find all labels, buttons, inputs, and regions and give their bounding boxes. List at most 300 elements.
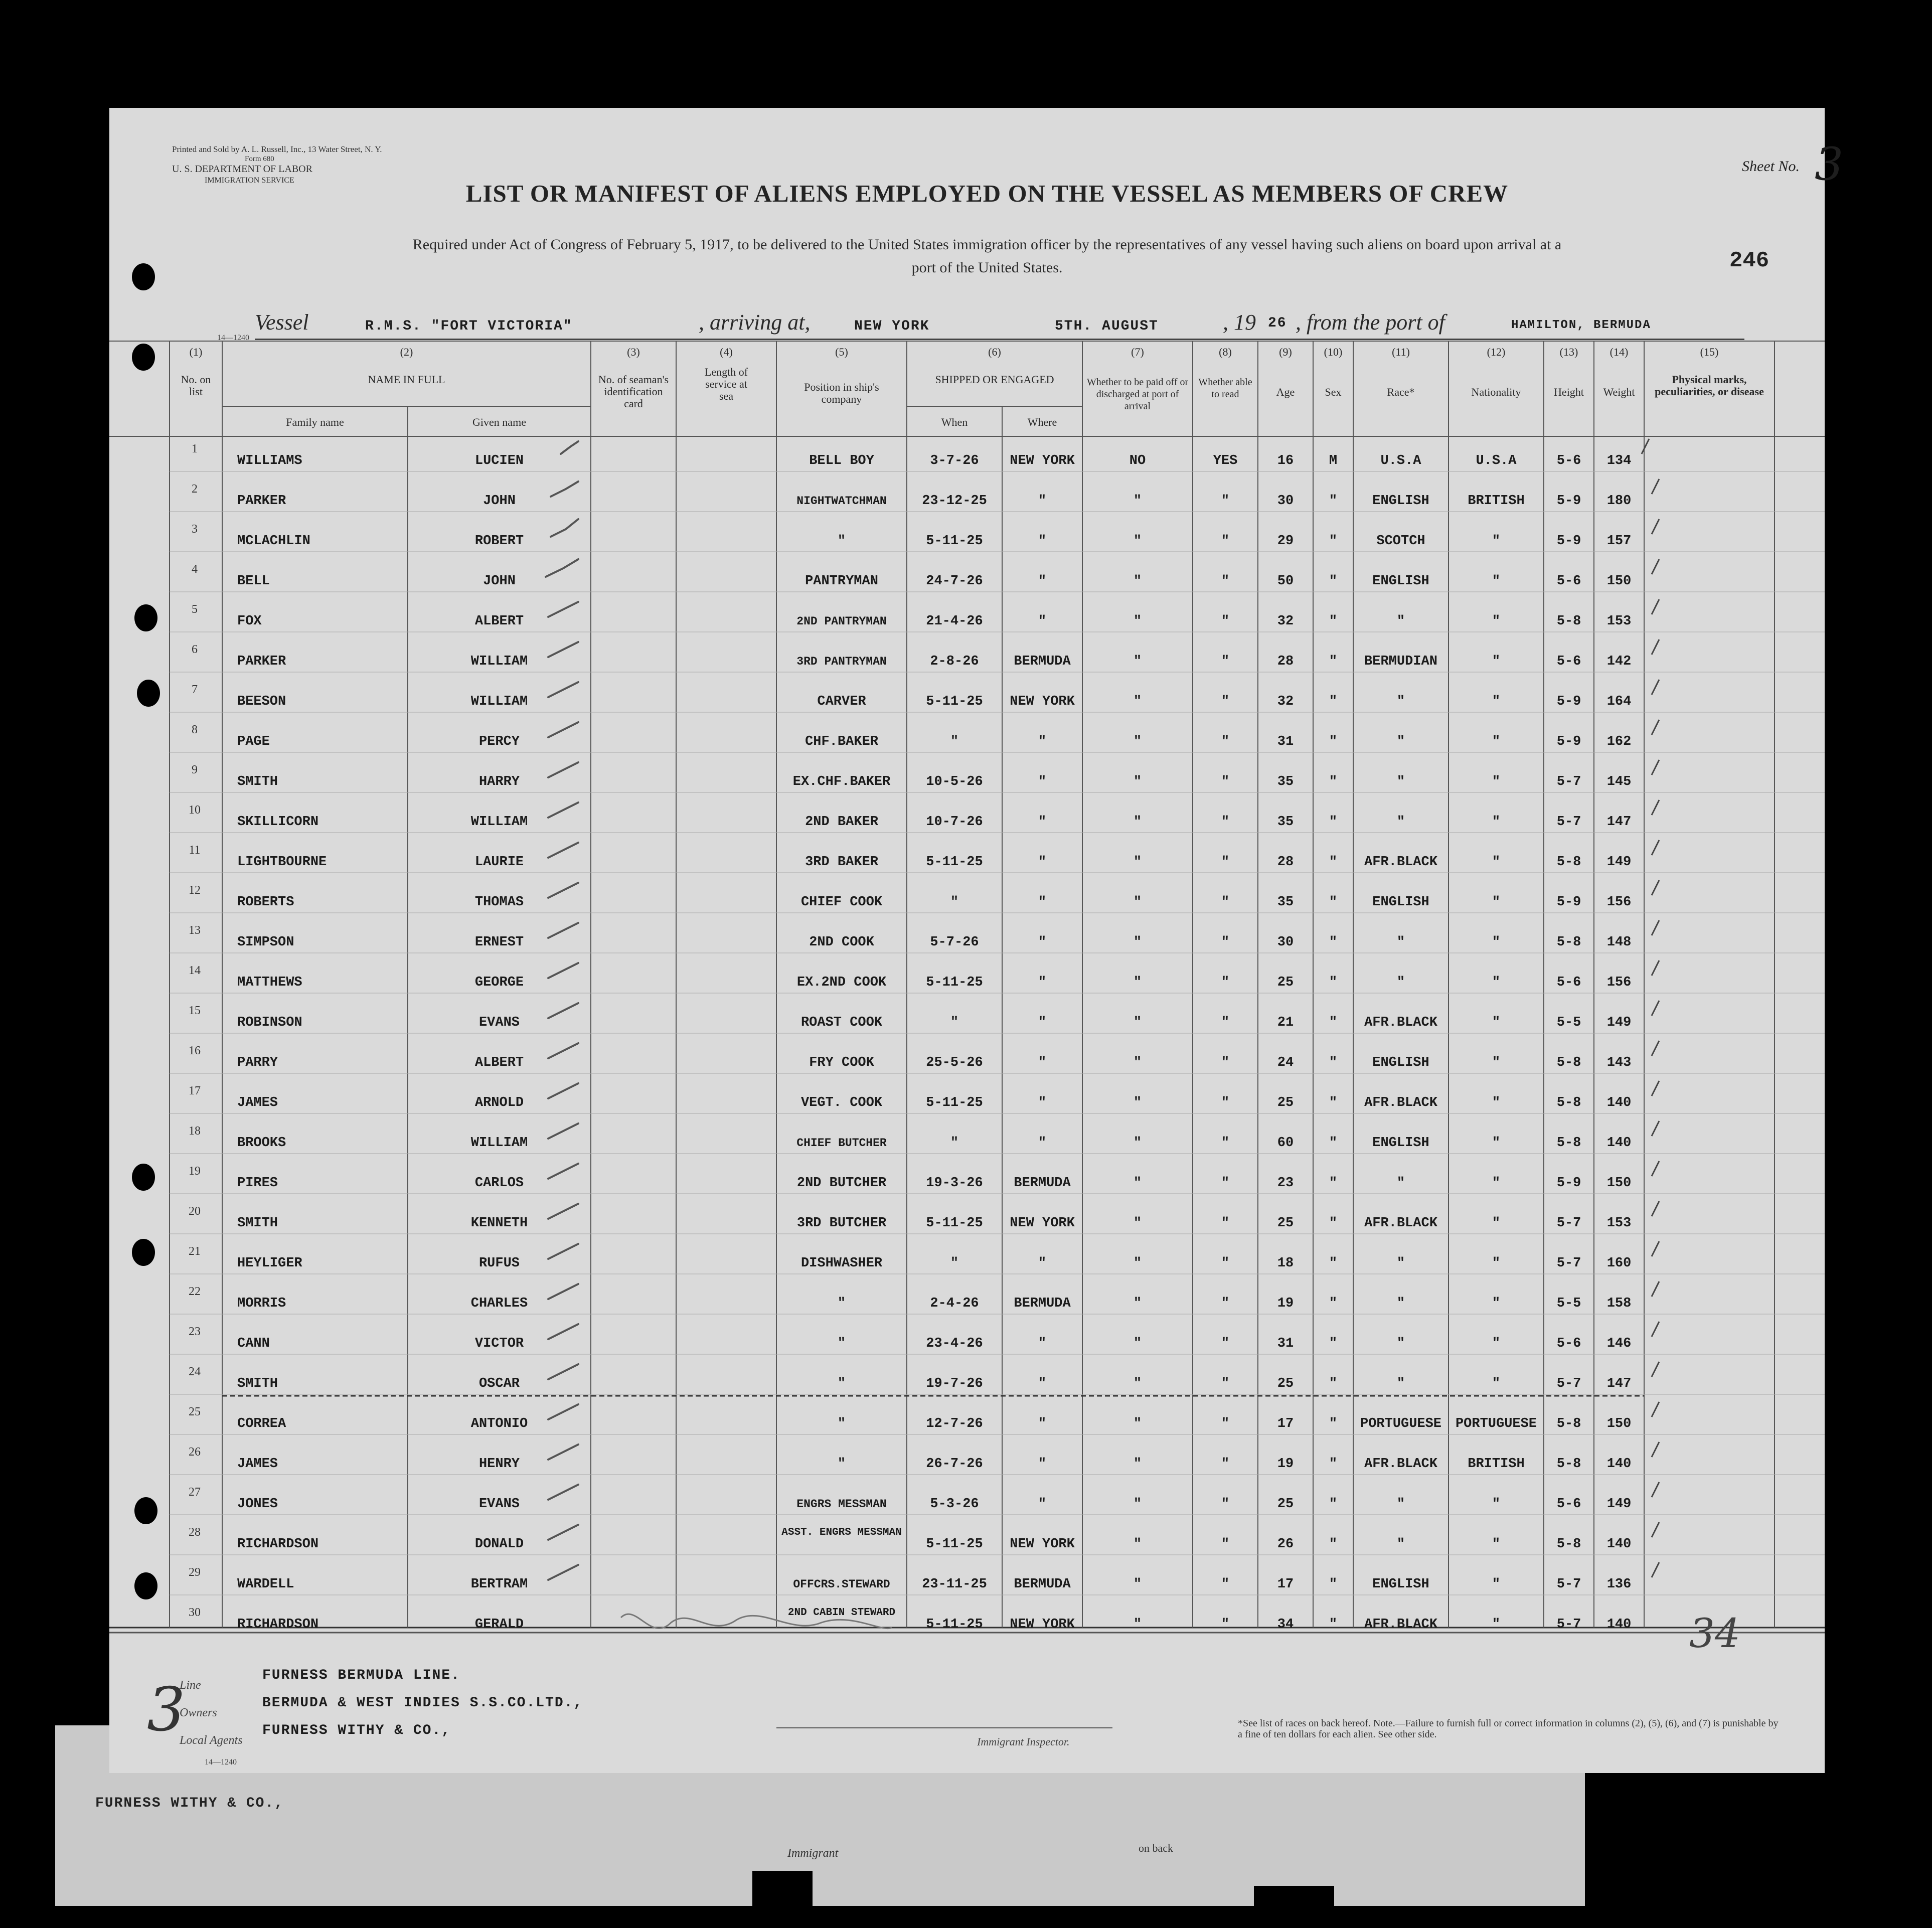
cell-race: U.S.A — [1380, 453, 1421, 468]
cell-sex: " — [1329, 614, 1338, 629]
cell-nationality: " — [1492, 694, 1501, 709]
cell-read: " — [1221, 1577, 1230, 1592]
cell-read: " — [1221, 534, 1230, 549]
col-2-number: (2) — [400, 346, 413, 358]
cell-race: " — [1396, 935, 1405, 950]
cell-given: ROBERT — [474, 534, 524, 549]
cell-nationality: " — [1492, 1176, 1501, 1191]
col-4-header: Length of service at sea — [704, 366, 748, 402]
cell-paid: " — [1133, 534, 1142, 549]
cell-where: " — [1038, 1336, 1047, 1351]
agents-label: Local Agents — [180, 1734, 243, 1747]
manifest-page — [109, 108, 1844, 1773]
cell-age: 34 — [1277, 1617, 1294, 1632]
cell-race: ENGLISH — [1372, 1055, 1429, 1070]
form-number: Form 680 — [245, 155, 274, 163]
cell-paid: " — [1133, 895, 1142, 910]
cell-read: " — [1221, 694, 1230, 709]
cell-given: ERNEST — [474, 935, 524, 950]
cell-race: " — [1396, 694, 1405, 709]
cell-position: 2ND COOK — [809, 935, 874, 950]
cell-family: LIGHTBOURNE — [237, 855, 327, 870]
col-7-number: (7) — [1131, 346, 1144, 358]
cell-race: " — [1396, 1537, 1405, 1552]
row-number: 1 — [192, 442, 198, 455]
cell-age: 17 — [1277, 1577, 1294, 1592]
cell-position: CHIEF BUTCHER — [796, 1137, 887, 1150]
cell-age: 16 — [1277, 453, 1294, 468]
cell-given: JOHN — [483, 574, 516, 589]
cell-height: 5-8 — [1556, 1095, 1581, 1110]
cell-position: CHF.BAKER — [805, 734, 878, 749]
cell-read: " — [1221, 614, 1230, 629]
cell-height: 5-8 — [1556, 935, 1581, 950]
cell-where: BERMUDA — [1014, 1176, 1071, 1191]
cell-where: " — [1038, 494, 1047, 509]
cell-height: 5-9 — [1556, 494, 1581, 509]
col-4-number: (4) — [720, 346, 733, 358]
cell-weight: 140 — [1606, 1537, 1632, 1552]
col-6-number: (6) — [988, 346, 1001, 358]
cell-family: WILLIAMS — [237, 453, 302, 468]
cell-sex: " — [1329, 1336, 1338, 1351]
cell-height: 5-6 — [1556, 975, 1581, 990]
cell-sex: " — [1329, 975, 1338, 990]
cell-read: " — [1221, 895, 1230, 910]
cell-position: " — [837, 1416, 846, 1431]
cell-given: OSCAR — [478, 1376, 520, 1391]
cell-race: " — [1396, 1256, 1405, 1271]
cell-sex: " — [1329, 734, 1338, 749]
cell-where: " — [1038, 734, 1047, 749]
cell-nationality: " — [1492, 815, 1501, 830]
cell-weight: 160 — [1606, 1256, 1632, 1271]
cell-position: ROAST COOK — [800, 1015, 883, 1030]
cell-where: NEW YORK — [1010, 1617, 1075, 1632]
cell-given: BERTRAM — [470, 1577, 528, 1592]
cell-nationality: BRITISH — [1468, 1457, 1525, 1472]
col-3-header: No. of seaman's identification card — [598, 373, 669, 410]
cell-read: " — [1221, 815, 1230, 830]
cell-read: " — [1221, 1457, 1230, 1472]
cell-when: 5-11-25 — [926, 1617, 983, 1632]
row-number: 8 — [192, 723, 198, 736]
cell-height: 5-8 — [1556, 855, 1581, 870]
year-suffix: 26 — [1268, 315, 1287, 331]
cell-height: 5-7 — [1556, 1216, 1581, 1231]
col-7-header: Whether to be paid off or discharged at port of arrival — [1086, 377, 1189, 412]
cell-paid: " — [1133, 1336, 1142, 1351]
cell-age: 32 — [1277, 614, 1294, 629]
cell-family: BEESON — [237, 694, 286, 709]
cell-race: SCOTCH — [1376, 534, 1425, 549]
cell-when: 23-4-26 — [926, 1336, 983, 1351]
cell-weight: 134 — [1606, 453, 1632, 468]
cell-sex: " — [1329, 855, 1338, 870]
cell-age: 25 — [1277, 1095, 1294, 1110]
cell-nationality: " — [1492, 1095, 1501, 1110]
cell-age: 31 — [1277, 1336, 1294, 1351]
cell-nationality: U.S.A — [1476, 453, 1517, 468]
cell-age: 35 — [1277, 895, 1294, 910]
cell-height: 5-8 — [1556, 614, 1581, 629]
cell-nationality: " — [1492, 574, 1501, 589]
cell-paid: " — [1133, 1577, 1142, 1592]
row-number: 17 — [189, 1084, 201, 1097]
row-number: 19 — [189, 1165, 201, 1178]
cell-race: " — [1396, 734, 1405, 749]
cell-when: 2-8-26 — [930, 654, 979, 669]
cell-age: 28 — [1277, 855, 1294, 870]
cell-position: 3RD BAKER — [805, 855, 878, 870]
cell-when: 21-4-26 — [926, 614, 983, 629]
cell-read: " — [1221, 1015, 1230, 1030]
cell-nationality: PORTUGUESE — [1455, 1416, 1537, 1431]
cell-weight: 148 — [1606, 935, 1632, 950]
col-11-number: (11) — [1392, 346, 1410, 358]
cell-nationality: " — [1492, 1497, 1501, 1512]
cell-paid: " — [1133, 1376, 1142, 1391]
cell-read: YES — [1213, 453, 1238, 468]
cell-race: ENGLISH — [1372, 895, 1429, 910]
cell-read: " — [1221, 1537, 1230, 1552]
cell-age: 25 — [1277, 1376, 1294, 1391]
col-6a-header: When — [941, 416, 968, 428]
col-14-header: Weight — [1603, 386, 1635, 398]
cell-nationality: " — [1492, 855, 1501, 870]
cell-weight: 150 — [1606, 1176, 1632, 1191]
cell-paid: " — [1133, 734, 1142, 749]
cell-where: NEW YORK — [1010, 1537, 1075, 1552]
row-number: 25 — [189, 1405, 201, 1418]
cell-position: VEGT. COOK — [800, 1095, 883, 1110]
cell-nationality: " — [1492, 1256, 1501, 1271]
col-14-number: (14) — [1609, 346, 1629, 358]
printer-line: Printed and Sold by A. L. Russell, Inc., 13 Water Street, N. Y. — [172, 144, 382, 154]
col-2a-header: Family name — [286, 416, 344, 428]
cell-position: 3RD BUTCHER — [796, 1216, 887, 1231]
underlying-on-back-label: on back — [1139, 1842, 1174, 1854]
cell-sex: " — [1329, 1095, 1338, 1110]
owners-value: BERMUDA & WEST INDIES S.S.CO.LTD., — [262, 1695, 583, 1711]
cell-sex: " — [1329, 1537, 1338, 1552]
row-number: 11 — [189, 844, 201, 857]
cell-given: WILLIAM — [470, 815, 528, 830]
cell-read: " — [1221, 1336, 1230, 1351]
cell-sex: " — [1329, 895, 1338, 910]
cell-race: AFR.BLACK — [1364, 1015, 1437, 1030]
cell-when: 23-11-25 — [922, 1577, 987, 1592]
cell-when: 19-3-26 — [926, 1176, 983, 1191]
cell-given: EVANS — [478, 1497, 520, 1512]
cell-position: " — [837, 1376, 846, 1391]
cell-weight: 145 — [1606, 774, 1632, 789]
cell-age: 26 — [1277, 1537, 1294, 1552]
cell-nationality: " — [1492, 614, 1501, 629]
cell-height: 5-6 — [1556, 654, 1581, 669]
cell-where: " — [1038, 1376, 1047, 1391]
cell-paid: " — [1133, 935, 1142, 950]
cell-paid: " — [1133, 1256, 1142, 1271]
cell-family: SKILLICORN — [237, 815, 319, 830]
cell-given: WILLIAM — [470, 1136, 528, 1151]
agents-value: FURNESS WITHY & CO., — [262, 1723, 451, 1738]
col-8-number: (8) — [1219, 346, 1232, 358]
cell-weight: 153 — [1606, 1216, 1632, 1231]
col-8-header: Whether able to read — [1198, 377, 1252, 400]
cell-weight: 180 — [1606, 494, 1632, 509]
cell-when: 5-11-25 — [926, 1216, 983, 1231]
service-label: IMMIGRATION SERVICE — [205, 176, 294, 185]
cell-paid: " — [1133, 1497, 1142, 1512]
sheet-number-label: Sheet No. — [1742, 158, 1800, 175]
cell-when: " — [950, 1136, 959, 1151]
col-15-number: (15) — [1700, 346, 1719, 358]
cell-race: AFR.BLACK — [1364, 855, 1437, 870]
cell-paid: " — [1133, 1617, 1142, 1632]
cell-where: NEW YORK — [1010, 1216, 1075, 1231]
cell-race: AFR.BLACK — [1364, 1216, 1437, 1231]
cell-position: " — [837, 534, 846, 549]
row-number: 20 — [189, 1205, 201, 1218]
form-code: 14—1240 — [217, 334, 249, 342]
cell-nationality: " — [1492, 654, 1501, 669]
cell-given: EVANS — [478, 1015, 520, 1030]
from-port-label: , from the port of — [1296, 310, 1445, 335]
department-label: U. S. DEPARTMENT OF LABOR — [172, 164, 312, 175]
cell-paid: " — [1133, 654, 1142, 669]
inspector-label: Immigrant Inspector. — [977, 1735, 1070, 1748]
torn-edge — [752, 1871, 813, 1928]
row-number: 26 — [189, 1445, 201, 1459]
cell-read: " — [1221, 935, 1230, 950]
cell-given: PERCY — [478, 734, 520, 749]
cell-nationality: " — [1492, 935, 1501, 950]
cell-where: " — [1038, 1055, 1047, 1070]
cell-family: SMITH — [237, 774, 278, 789]
cell-sex: " — [1329, 1497, 1338, 1512]
cell-paid: " — [1133, 1457, 1142, 1472]
cell-when: 19-7-26 — [926, 1376, 983, 1391]
cell-family: JAMES — [237, 1457, 278, 1472]
cell-when: " — [950, 1015, 959, 1030]
cell-family: RICHARDSON — [237, 1537, 319, 1552]
line-value: FURNESS BERMUDA LINE. — [262, 1668, 460, 1683]
cell-height: 5-8 — [1556, 1055, 1581, 1070]
cell-read: " — [1221, 1376, 1230, 1391]
cell-nationality: BRITISH — [1468, 494, 1525, 509]
cell-given: RUFUS — [478, 1256, 520, 1271]
cell-position: ASST. ENGRS MESSMAN — [781, 1527, 902, 1538]
cell-paid: " — [1133, 494, 1142, 509]
col-2-header: NAME IN FULL — [368, 373, 445, 386]
cell-race: " — [1396, 1497, 1405, 1512]
cell-given: KENNETH — [470, 1216, 528, 1231]
col-9-header: Age — [1276, 386, 1295, 398]
cell-age: 25 — [1277, 1216, 1294, 1231]
cell-paid: " — [1133, 574, 1142, 589]
cell-when: 25-5-26 — [926, 1055, 983, 1070]
cell-weight: 164 — [1606, 694, 1632, 709]
cell-height: 5-9 — [1556, 1176, 1581, 1191]
cell-sex: " — [1329, 815, 1338, 830]
subtitle-line-1: Required under Act of Congress of February 5, 1917, to be delivered to the United States immigration officer by the representatives of any vessel having such aliens on board upon arrival at a — [412, 236, 1562, 253]
cell-position: " — [837, 1336, 846, 1351]
row-number: 24 — [189, 1365, 201, 1378]
cell-position: " — [837, 1296, 846, 1311]
cell-given: DONALD — [474, 1537, 524, 1552]
cell-race: " — [1396, 774, 1405, 789]
cell-age: 30 — [1277, 494, 1294, 509]
cell-given: ALBERT — [474, 614, 524, 629]
cell-position: 2ND CABIN STEWARD — [787, 1607, 896, 1619]
line-label: Line — [180, 1679, 201, 1692]
cell-where: " — [1038, 1015, 1047, 1030]
cell-read: " — [1221, 1216, 1230, 1231]
cell-position: 2ND BUTCHER — [796, 1176, 887, 1191]
cell-family: CANN — [237, 1336, 270, 1351]
cell-family: PARKER — [237, 654, 286, 669]
cell-paid: " — [1133, 1136, 1142, 1151]
row-number: 6 — [192, 643, 198, 656]
cell-race: ENGLISH — [1372, 1577, 1429, 1592]
subtitle-line-2: port of the United States. — [911, 259, 1063, 276]
cell-family: FOX — [237, 614, 262, 629]
cell-nationality: " — [1492, 1136, 1501, 1151]
cell-nationality: " — [1492, 1376, 1501, 1391]
cell-read: " — [1221, 1055, 1230, 1070]
cell-when: 3-7-26 — [930, 453, 979, 468]
cell-read: " — [1221, 774, 1230, 789]
cell-read: " — [1221, 855, 1230, 870]
cell-height: 5-9 — [1556, 694, 1581, 709]
cell-age: 19 — [1277, 1296, 1294, 1311]
cell-race: ENGLISH — [1372, 494, 1429, 509]
cell-when: " — [950, 734, 959, 749]
cell-age: 21 — [1277, 1015, 1294, 1030]
cell-weight: 162 — [1606, 734, 1632, 749]
cell-race: AFR.BLACK — [1364, 1095, 1437, 1110]
cell-sex: " — [1329, 1296, 1338, 1311]
cell-age: 25 — [1277, 1497, 1294, 1512]
cell-height: 5-7 — [1556, 1617, 1581, 1632]
underlying-firm-name: FURNESS WITHY & CO., — [95, 1796, 284, 1811]
cell-age: 23 — [1277, 1176, 1294, 1191]
cell-age: 25 — [1277, 975, 1294, 990]
cell-where: BERMUDA — [1014, 1296, 1071, 1311]
cell-when: 5-11-25 — [926, 694, 983, 709]
col-3-number: (3) — [627, 346, 640, 358]
cell-when: 5-11-25 — [926, 1537, 983, 1552]
cell-weight: 150 — [1606, 574, 1632, 589]
cell-where: NEW YORK — [1010, 694, 1075, 709]
cell-sex: " — [1329, 935, 1338, 950]
cell-family: ROBERTS — [237, 895, 294, 910]
cell-height: 5-8 — [1556, 1537, 1581, 1552]
col-13-header: Height — [1554, 386, 1584, 398]
cell-sex: " — [1329, 1577, 1338, 1592]
cell-weight: 156 — [1606, 975, 1632, 990]
cell-family: JAMES — [237, 1095, 278, 1110]
cell-given: THOMAS — [474, 895, 524, 910]
cell-position: 2ND BAKER — [805, 815, 878, 830]
cell-weight: 142 — [1606, 654, 1632, 669]
col-9-number: (9) — [1279, 346, 1292, 358]
cell-where: " — [1038, 855, 1047, 870]
cell-position: FRY COOK — [809, 1055, 874, 1070]
cell-where: " — [1038, 975, 1047, 990]
cell-family: HEYLIGER — [237, 1256, 302, 1271]
col-6-header: SHIPPED OR ENGAGED — [935, 373, 1054, 386]
col-11-header: Race* — [1387, 386, 1415, 398]
cell-sex: " — [1329, 1055, 1338, 1070]
cell-where: " — [1038, 1136, 1047, 1151]
arrival-port: NEW YORK — [854, 318, 930, 334]
col-2b-header: Given name — [472, 416, 526, 428]
cell-nationality: " — [1492, 895, 1501, 910]
cell-where: " — [1038, 574, 1047, 589]
cell-where: " — [1038, 815, 1047, 830]
total-count: 34 — [1689, 1610, 1740, 1657]
cell-height: 5-7 — [1556, 774, 1581, 789]
cell-read: " — [1221, 1256, 1230, 1271]
arrival-date: 5TH. AUGUST — [1055, 318, 1159, 334]
row-number: 7 — [192, 683, 198, 696]
cell-sex: " — [1329, 1256, 1338, 1271]
cell-height: 5-5 — [1556, 1296, 1581, 1311]
cell-height: 5-5 — [1556, 1015, 1581, 1030]
cell-paid: " — [1133, 1416, 1142, 1431]
cell-paid: " — [1133, 1095, 1142, 1110]
cell-when: 24-7-26 — [926, 574, 983, 589]
cell-race: ENGLISH — [1372, 574, 1429, 589]
cell-weight: 149 — [1606, 1497, 1632, 1512]
row-number: 21 — [189, 1245, 201, 1258]
row-number: 12 — [189, 884, 201, 897]
cell-nationality: " — [1492, 1577, 1501, 1592]
cell-where: BERMUDA — [1014, 654, 1071, 669]
col-12-header: Nationality — [1471, 386, 1521, 398]
cell-height: 5-6 — [1556, 574, 1581, 589]
cell-race: PORTUGUESE — [1360, 1416, 1442, 1431]
cell-when: 10-5-26 — [926, 774, 983, 789]
cell-where: " — [1038, 1256, 1047, 1271]
cell-sex: " — [1329, 1617, 1338, 1632]
cell-read: " — [1221, 494, 1230, 509]
cell-read: " — [1221, 1617, 1230, 1632]
cell-family: CORREA — [237, 1416, 286, 1431]
cell-sex: " — [1329, 1457, 1338, 1472]
cell-weight: 147 — [1606, 815, 1632, 830]
cell-age: 60 — [1277, 1136, 1294, 1151]
cell-paid: " — [1133, 774, 1142, 789]
cell-nationality: " — [1492, 1336, 1501, 1351]
cell-family: BROOKS — [237, 1136, 286, 1151]
cell-given: LAURIE — [474, 855, 524, 870]
cell-nationality: " — [1492, 1216, 1501, 1231]
cell-nationality: " — [1492, 1055, 1501, 1070]
cell-height: 5-9 — [1556, 534, 1581, 549]
cell-weight: 146 — [1606, 1336, 1632, 1351]
cell-given: GEORGE — [474, 975, 524, 990]
cell-family: PARKER — [237, 494, 286, 509]
footer-form-code: 14—1240 — [205, 1758, 237, 1766]
cell-family: PIRES — [237, 1176, 278, 1191]
cell-when: 5-3-26 — [930, 1497, 979, 1512]
cell-age: 31 — [1277, 734, 1294, 749]
sheet-number-value: 3 — [1815, 138, 1844, 191]
cell-race: " — [1396, 1176, 1405, 1191]
